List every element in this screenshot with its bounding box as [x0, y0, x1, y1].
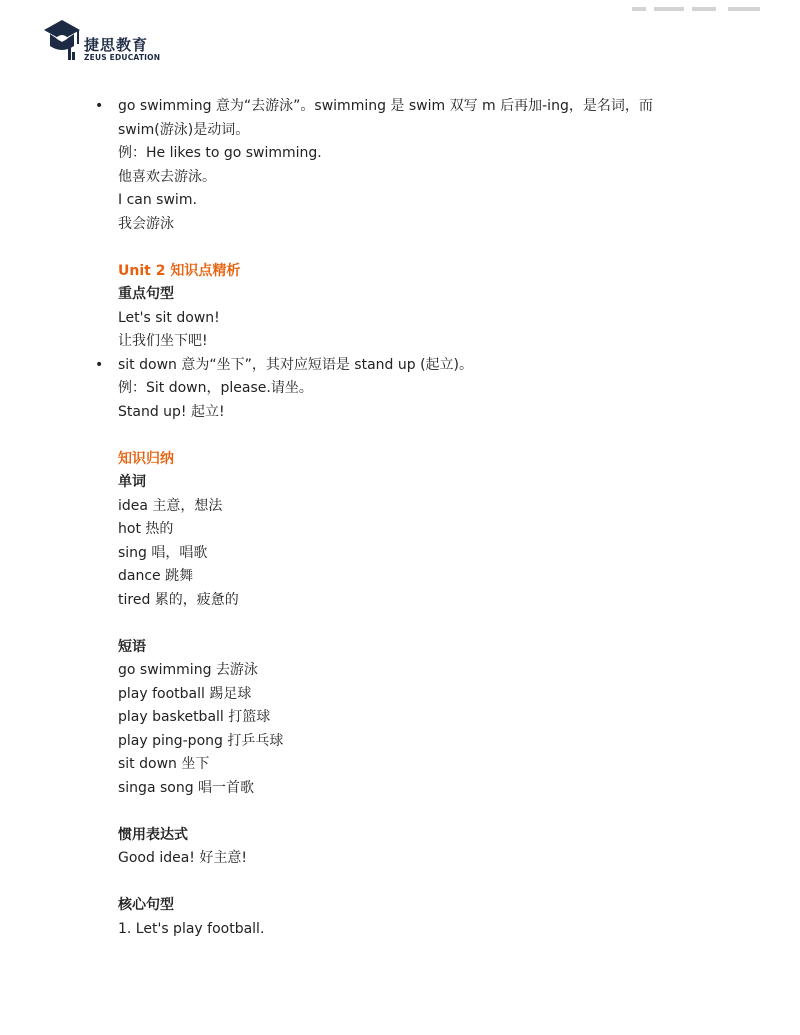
example-translation: 我会游泳 — [118, 215, 174, 232]
bullet-paragraph — [95, 354, 718, 378]
subheading: 单词 — [118, 474, 146, 490]
paragraph-text: go swimming 意为“去游泳”。swimming 是 swim 双写 m 后再加-ing，是名词，而 — [118, 98, 653, 114]
key-sentence: Let's sit down! — [118, 309, 220, 326]
graduation-cap-logo-icon — [42, 16, 82, 62]
key-sentence-translation: 让我们坐下吧! — [118, 333, 208, 349]
header-mark — [728, 7, 760, 11]
example-sentence: 例：Sit down，please.请坐。 — [118, 380, 313, 396]
header-mark — [692, 7, 716, 11]
bullet-icon: • — [95, 356, 104, 373]
phrase-item: sit down 坐下 — [118, 756, 210, 772]
logo-name-en: ZEUS EDUCATION — [84, 53, 161, 62]
document-body — [95, 95, 718, 941]
zeus-education-logo — [42, 16, 172, 64]
bullet-paragraph — [95, 95, 718, 119]
example-sentence: Stand up! 起立! — [118, 403, 225, 420]
subheading: 重点句型 — [118, 286, 174, 302]
example-translation: 他喜欢去游泳。 — [118, 168, 216, 185]
core-sentence: 1. Let's play football. — [118, 920, 265, 937]
header-mark — [632, 7, 646, 11]
vocab-item: dance 跳舞 — [118, 568, 194, 584]
subheading: 短语 — [118, 638, 146, 655]
bullet-icon: • — [95, 98, 104, 114]
vocab-item: sing 唱，唱歌 — [118, 544, 208, 561]
paragraph-text: sit down 意为“坐下”，其对应短语是 stand up (起立)。 — [118, 356, 474, 373]
subheading: 核心句型 — [118, 897, 174, 913]
logo-name-cn: 捷思教育 — [84, 36, 149, 54]
section-heading: 知识归纳 — [118, 450, 174, 467]
subheading: 惯用表达式 — [118, 826, 188, 843]
expression-item: Good idea! 好主意! — [118, 850, 247, 866]
phrase-item: go swimming 去游泳 — [118, 662, 258, 678]
vocab-item: hot 热的 — [118, 521, 174, 537]
phrase-item: play basketball 打篮球 — [118, 709, 271, 725]
example-sentence: 例：He likes to go swimming. — [118, 145, 322, 161]
header-mark — [654, 7, 684, 11]
example-sentence: I can swim. — [118, 192, 197, 208]
vocab-item: tired 累的，疲惫的 — [118, 591, 239, 608]
paragraph-text: swim(游泳)是动词。 — [118, 121, 250, 138]
section-heading: Unit 2 知识点精析 — [118, 262, 241, 279]
phrase-item: singa song 唱一首歌 — [118, 779, 255, 796]
phrase-item: play football 踢足球 — [118, 685, 252, 702]
phrase-item: play ping-pong 打乒乓球 — [118, 732, 284, 749]
vocab-item: idea 主意，想法 — [118, 497, 223, 514]
